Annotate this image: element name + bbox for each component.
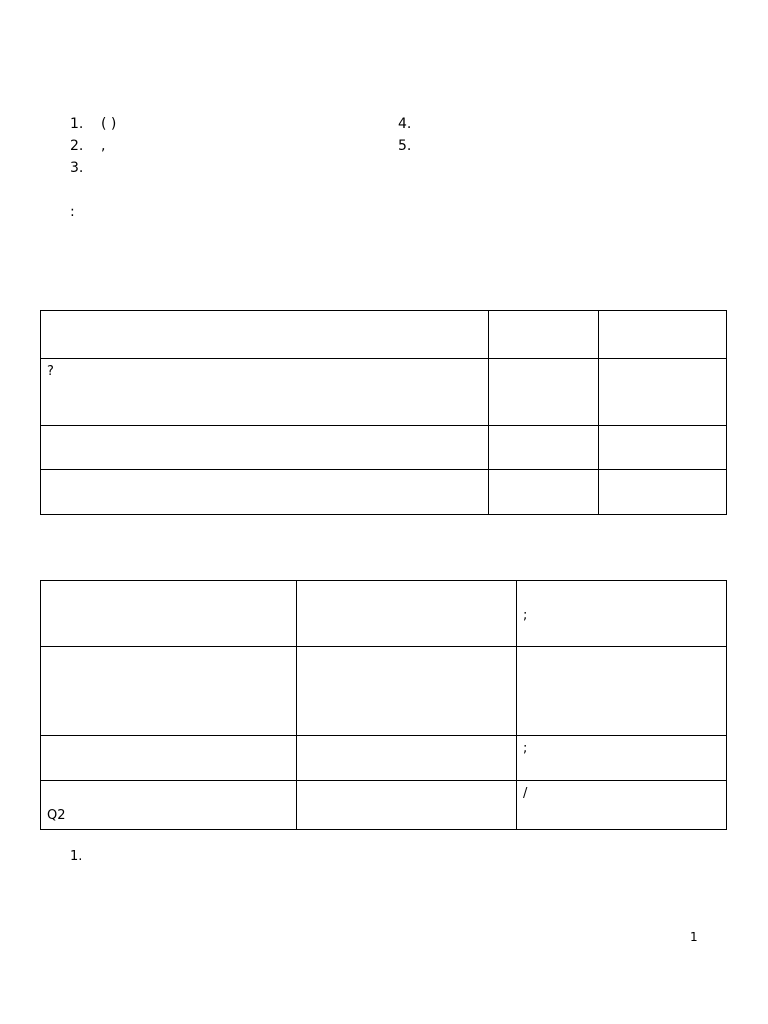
- table-cell: [489, 359, 599, 426]
- list-item-2-number: 2.: [70, 138, 84, 154]
- list-item-1-number: 1.: [70, 116, 84, 132]
- table-cell: Q2: [41, 781, 297, 830]
- table-cell: [599, 359, 727, 426]
- table-1: [40, 310, 727, 515]
- section3-title: 1.: [70, 849, 83, 864]
- table-row: [41, 581, 727, 647]
- table-cell: ;: [517, 736, 727, 781]
- table-cell: [41, 311, 489, 359]
- table-cell: [41, 426, 489, 470]
- table-cell: [599, 470, 727, 515]
- table-cell: [599, 426, 727, 470]
- table-2: [40, 580, 727, 830]
- table-row: [41, 736, 727, 781]
- table-cell: [41, 736, 297, 781]
- table-row: [41, 647, 727, 736]
- table-row: [41, 781, 727, 830]
- table-cell: [41, 647, 297, 736]
- list-item-4-number: 4.: [398, 116, 412, 132]
- table-cell: ?: [41, 359, 489, 426]
- table-cell: [489, 426, 599, 470]
- table-cell: [297, 781, 517, 830]
- page-number: 1: [690, 930, 698, 944]
- table-cell: [297, 736, 517, 781]
- table-cell: [41, 470, 489, 515]
- table-row: [41, 311, 727, 359]
- table-cell: [489, 311, 599, 359]
- table-cell: [599, 311, 727, 359]
- table-cell: [517, 647, 727, 736]
- table-cell: [297, 647, 517, 736]
- table-cell: [297, 581, 517, 647]
- table-cell: ;: [517, 581, 727, 647]
- list-item-5-number: 5.: [398, 138, 412, 154]
- table-cell: [41, 581, 297, 647]
- table-row: [41, 426, 727, 470]
- list-item-2-text: ,: [101, 138, 106, 154]
- table-cell: /: [517, 781, 727, 830]
- table-cell: [489, 470, 599, 515]
- list-item-1-text: ( ): [101, 116, 117, 132]
- table-row: [41, 359, 727, 426]
- note-text: :: [70, 204, 75, 220]
- list-item-3-number: 3.: [70, 160, 84, 176]
- table-row: [41, 470, 727, 515]
